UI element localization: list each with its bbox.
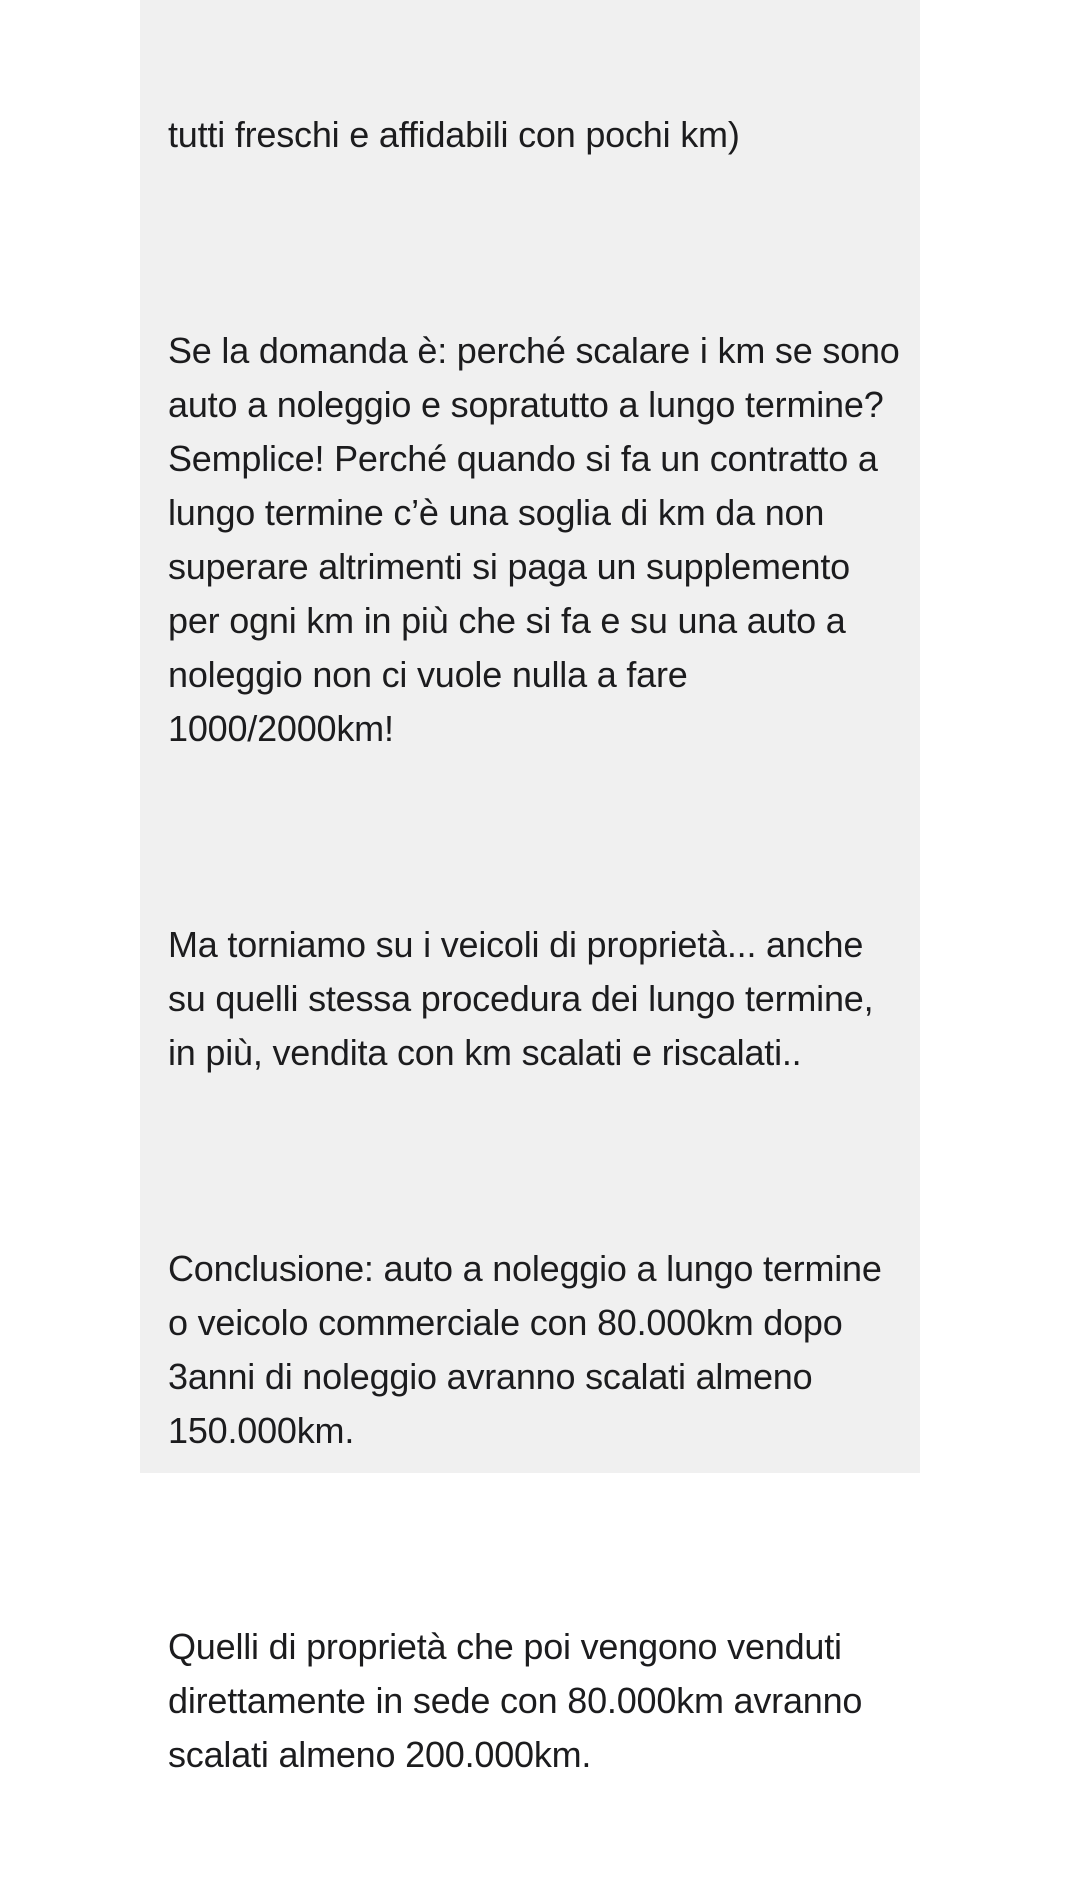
paragraph-3: Ma torniamo su i veicoli di proprietà... anche su quelli stessa procedura dei lungo termine, in più, vendita con km scalati e riscalati.. bbox=[168, 924, 884, 1073]
message-text-block bbox=[168, 0, 908, 1890]
paragraph-1: tutti freschi e affidabili con pochi km) bbox=[168, 114, 740, 155]
paragraph-4: Conclusione: auto a noleggio a lungo termine o veicolo commerciale con 80.000km dopo 3anni di noleggio avranno scalati almeno 150.000km. bbox=[168, 1248, 892, 1451]
paragraph-2: Se la domanda è: perché scalare i km se sono auto a noleggio e sopratutto a lungo termine? Semplice! Perché quando si fa un contratto a lungo termine c’è una soglia di km da non superare altrimenti si paga un supplemento per ogni km in più che si fa e su una auto a noleggio non ci vuole nulla a fare 1000/2000km! bbox=[168, 330, 910, 749]
paragraph-5: Quelli di proprietà che poi vengono venduti direttamente in sede con 80.000km avranno scalati almeno 200.000km. bbox=[168, 1626, 873, 1775]
